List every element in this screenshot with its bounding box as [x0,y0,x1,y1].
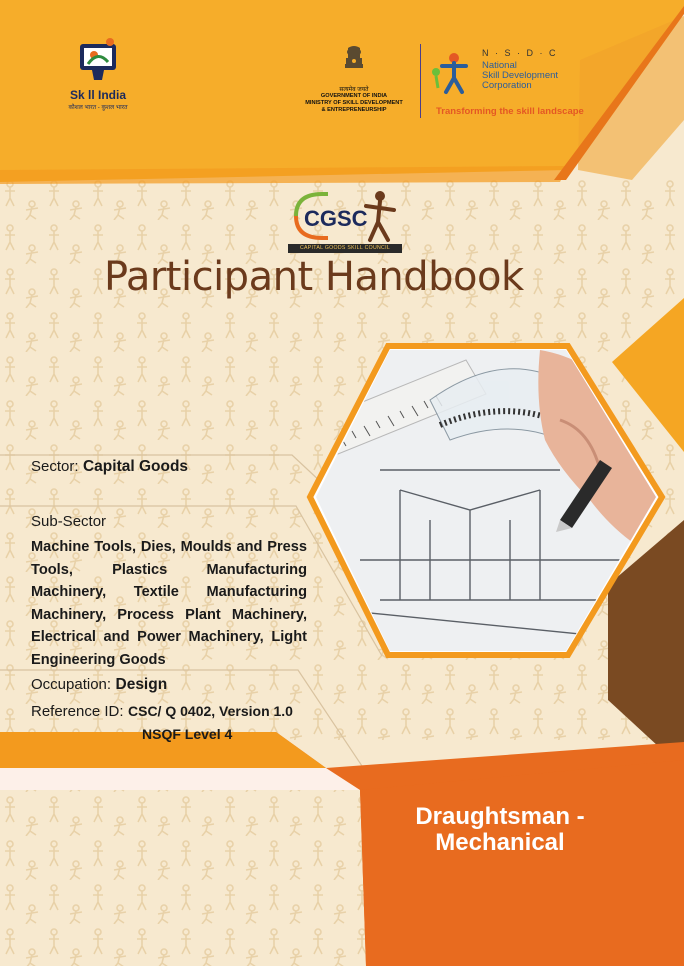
nsdc-figures-icon [428,48,480,100]
government-motto: सत्यमेव जयते [339,87,369,93]
nsqf-level: NSQF Level 4 [142,726,233,742]
skill-india-emblem-icon [76,36,120,82]
cgsc-emblem-icon [282,186,412,246]
job-role-line-1: Draughtsman - [415,803,585,830]
job-role-line-2: Mechanical [435,829,565,856]
subsector-row [31,513,106,531]
reference-row [31,703,293,721]
skill-india-tagline: कौशल भारत - कुशल भारत [68,105,128,111]
header-divider [420,44,421,118]
skill-india-logo [58,36,138,111]
skill-india-brand: Sk ll India [69,88,126,102]
nsdc-tagline: Transforming the skill landscape [436,106,584,117]
cgsc-logo [282,186,412,258]
ashoka-emblem-icon [340,44,368,80]
job-role-title [380,804,620,856]
government-line-3: & ENTREPRENEURSHIP [321,107,387,113]
subsector-value: Machine Tools, Dies, Moulds and Press Tools, Plastics Manufacturing Machinery, Textile Manufacturing Machinery, Process Plant Machinery, Electrical and Power Machinery, Light Engineering Goods [31,539,307,668]
reference-label: Reference ID: [31,703,124,720]
occupation-label: Occupation: [31,676,112,693]
government-line-2: MINISTRY OF SKILL DEVELOPMENT [305,100,403,106]
nsdc-abbreviation: N · S · D · C [482,48,558,58]
occupation-value: Design [115,676,168,693]
government-line-1: GOVERNMENT OF INDIA [320,93,388,99]
sector-label: Sector: [31,458,79,475]
sector-value: Capital Goods [82,458,189,475]
subsector-label: Sub-Sector [31,513,107,530]
occupation-row [31,676,167,694]
cgsc-logo-text: CGSC [304,206,368,231]
government-emblem [292,44,416,114]
nsdc-name-line-3: Corporation [482,80,532,91]
cgsc-full-name: CAPITAL GOODS SKILL COUNCIL [288,244,402,253]
sector-row [31,458,188,476]
nsdc-name-line-2: Skill Development [482,70,559,81]
page-title: Participant Handbook [104,254,524,300]
nsdc-name-line-1: National [482,60,517,71]
reference-value: CSC/ Q 0402, Version 1.0 [128,703,293,719]
nsdc-name [482,61,612,91]
